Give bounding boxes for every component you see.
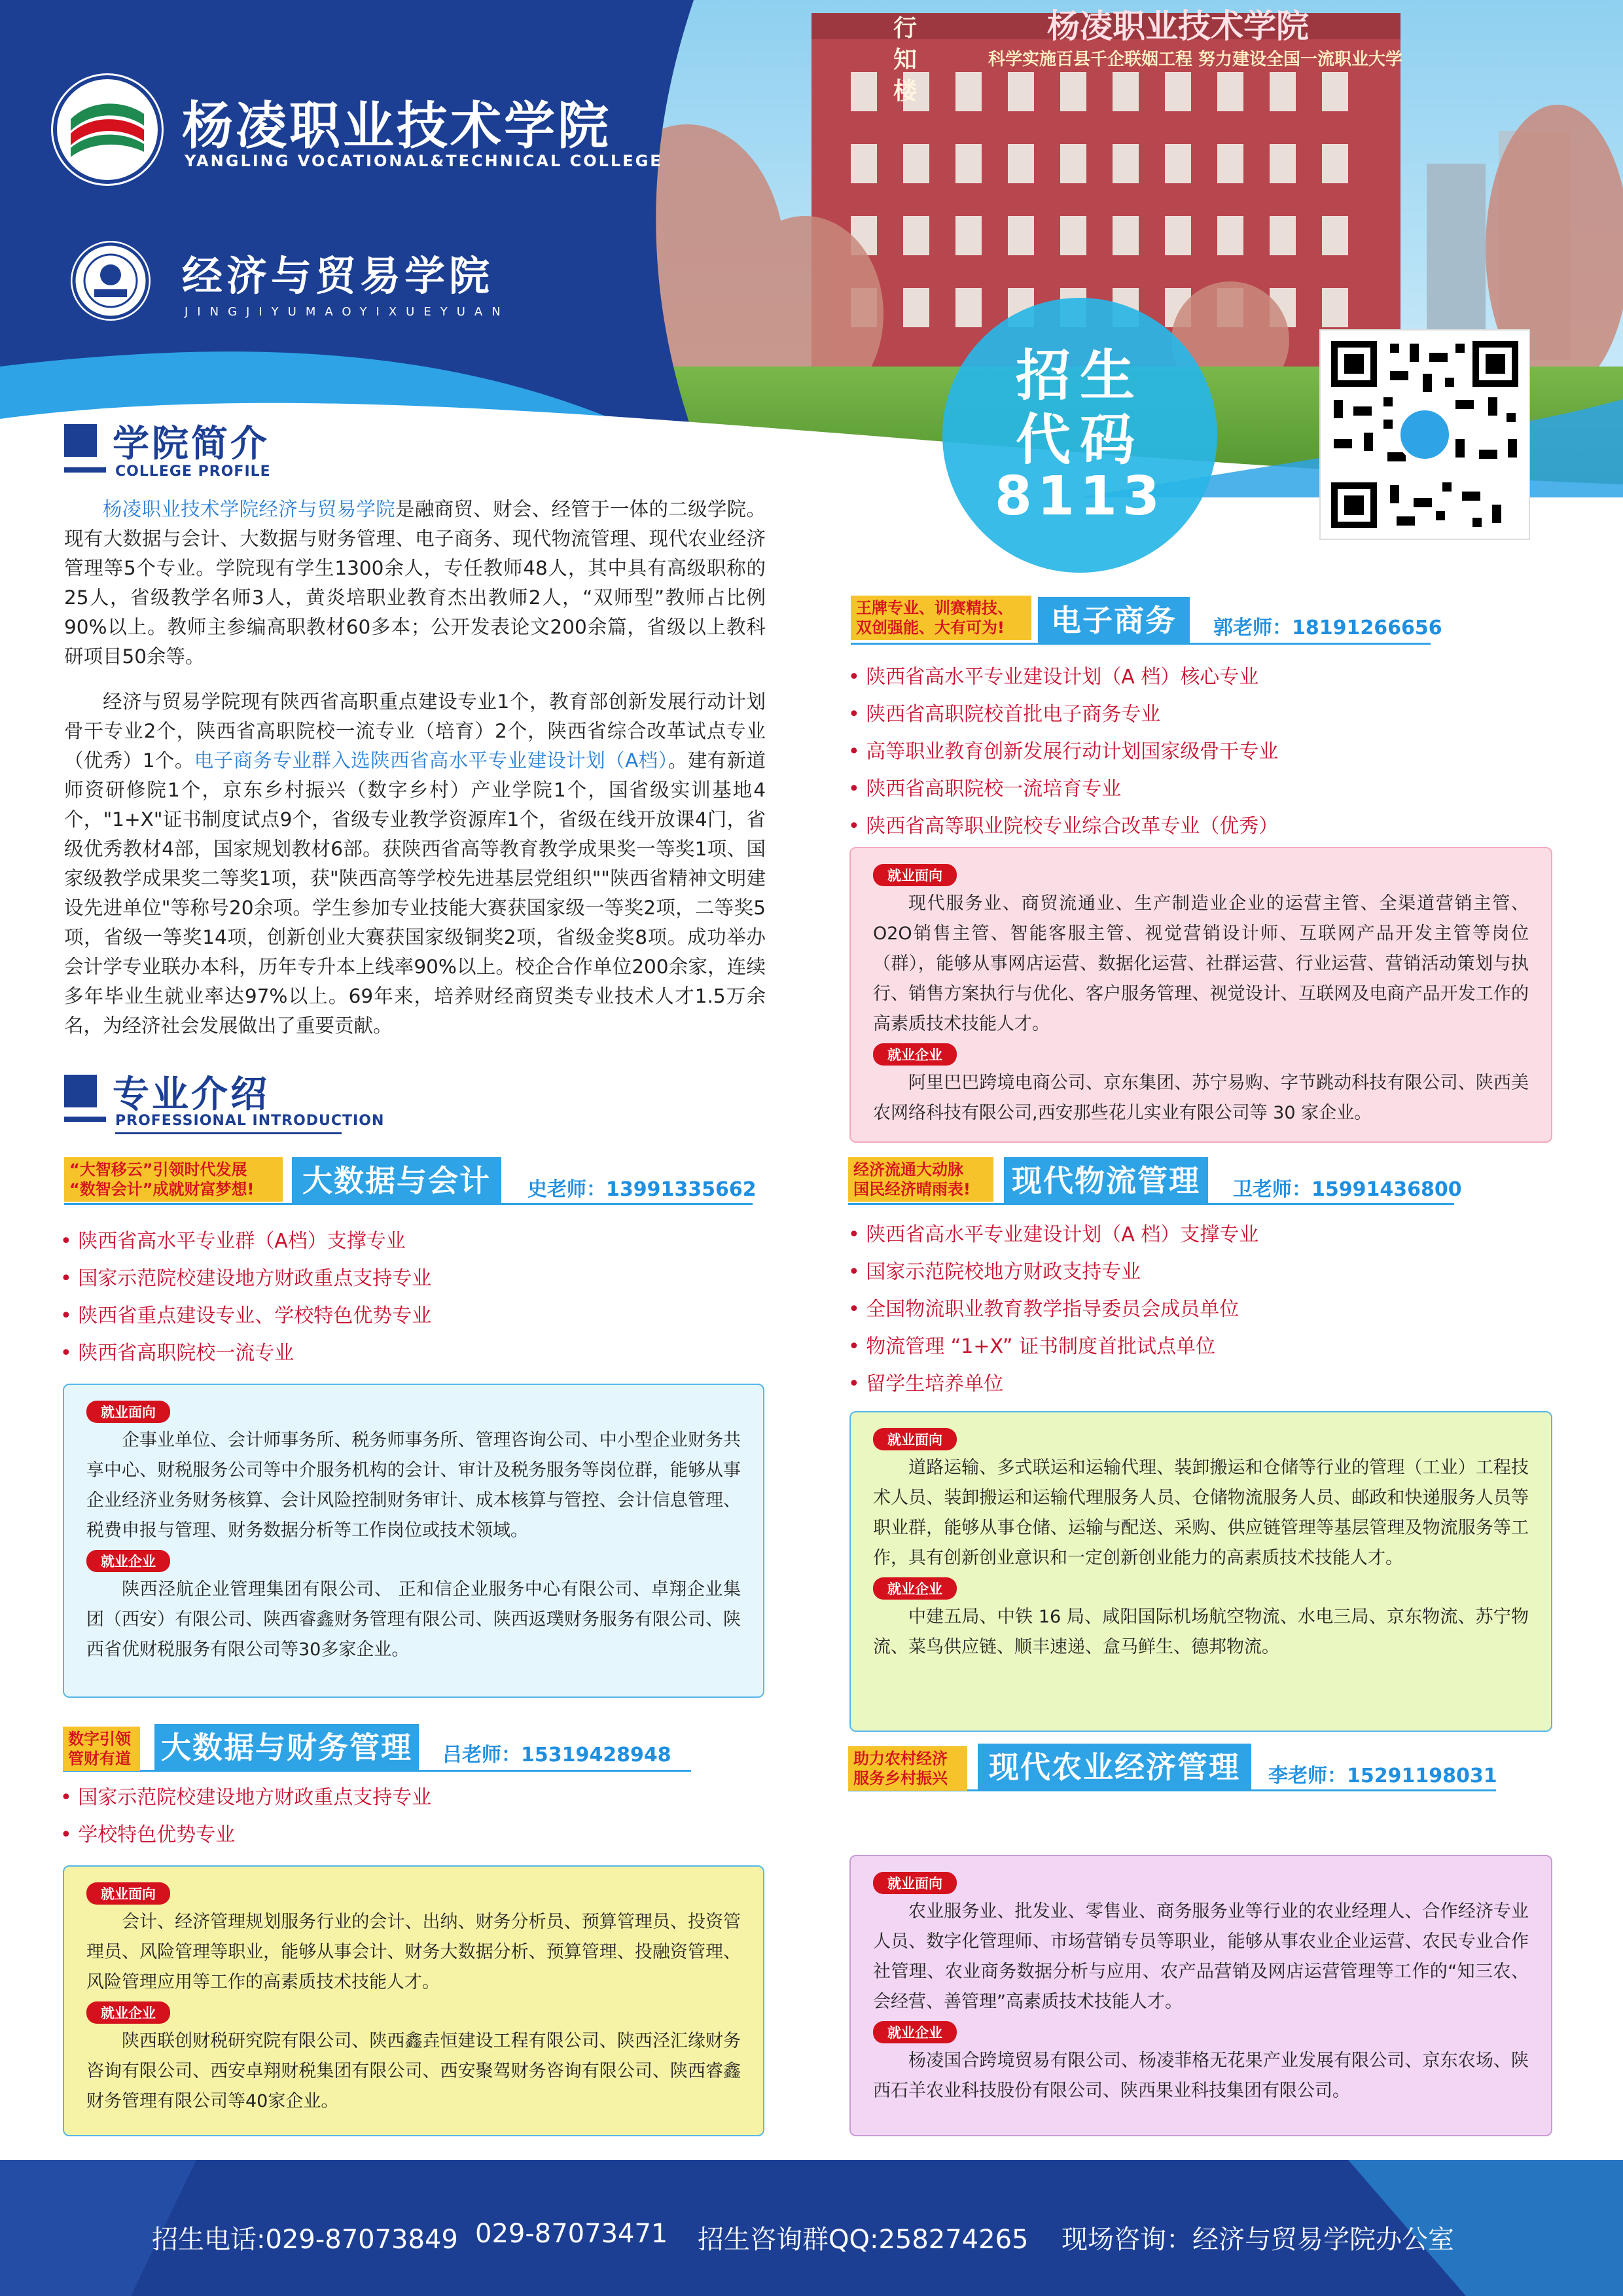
agri-slogan-line-2: 服务乡村振兴 bbox=[853, 1769, 948, 1787]
logistics-bullet-list bbox=[848, 1216, 1568, 1403]
logistics-info-box bbox=[849, 1411, 1552, 1732]
profile-highlight-2: 电子商务专业群入选陕西省高水平专业建设计划（A档） bbox=[194, 749, 668, 772]
footer-phone-1[interactable]: 招生电话:029-87073849 bbox=[152, 2225, 458, 2255]
college-logo bbox=[51, 73, 164, 186]
finance-slogan-line-1: 数字引领 bbox=[68, 1730, 131, 1748]
finance-slogan-line-2: 管财有道 bbox=[68, 1749, 131, 1768]
agri-info-box bbox=[849, 1855, 1552, 2136]
footer-qq-group[interactable]: 招生咨询群QQ:258274265 bbox=[698, 2225, 1029, 2255]
accounting-slogan bbox=[64, 1157, 283, 1202]
list-item: • 陕西省高职院校首批电子商务专业 bbox=[848, 696, 1568, 733]
ecommerce-enterprise-tag: 就业企业 bbox=[873, 1043, 957, 1066]
admission-code-label-1: 招生 bbox=[1015, 344, 1144, 408]
finance-info-box bbox=[63, 1865, 764, 2136]
list-item: • 陕西省高水平专业建设计划（A 档）支撑专业 bbox=[848, 1216, 1568, 1253]
accounting-slogan-line-1: “大智移云”引领时代发展 bbox=[69, 1160, 247, 1179]
school-emblem-icon bbox=[71, 241, 151, 321]
profile-subtitle: COLLEGE PROFILE bbox=[115, 463, 271, 480]
logistics-teacher-contact: 卫老师：15991436800 bbox=[1233, 1178, 1462, 1201]
list-item: • 国家示范院校建设地方财政重点支持专业 bbox=[60, 1260, 754, 1297]
logistics-direction-tag: 就业面向 bbox=[873, 1428, 957, 1450]
ecommerce-slogan-line-2: 双创强能、大有可为! bbox=[856, 619, 1005, 637]
list-item: • 陕西省高水平专业群（A档）支撑专业 bbox=[60, 1223, 754, 1260]
finance-bullet-list bbox=[60, 1779, 754, 1854]
finance-teacher-contact: 吕老师：15319428948 bbox=[442, 1744, 671, 1767]
building-sign: 杨凌职业技术学院 bbox=[1047, 7, 1309, 45]
ecommerce-slogan-line-1: 王牌专业、训赛精技、 bbox=[856, 599, 1013, 617]
list-item: • 学校特色优势专业 bbox=[60, 1816, 754, 1854]
finance-slogan bbox=[63, 1727, 140, 1771]
school-name-en: JINGJIYUMAOYIXUEYUAN bbox=[185, 305, 510, 319]
accounting-slogan-line-2: “数智会计”成就财富梦想! bbox=[69, 1180, 255, 1198]
majors-title: 专业介绍 bbox=[113, 1073, 270, 1116]
ecommerce-slogan bbox=[851, 596, 1031, 640]
accounting-name-box: 大数据与会计 bbox=[292, 1157, 501, 1204]
profile-text-1: 是融商贸、财会、经管于一体的二级学院。现有大数据与会计、大数据与财务管理、电子商务、现代物流管理、现代农业经济管理等5个专业。学院现有学生1300余人，专任教师48人，其中具有高级职称的25人，省级教学名师3人，黄炎培职业教育杰出教师2人，“双师型”教师占比例90%以上。教师主参编高职教材60多本；公开发表论文200余篇，省级以上教科研项目50余等。 bbox=[64, 498, 766, 668]
list-item: • 留学生培养单位 bbox=[848, 1365, 1568, 1403]
majors-title-rule bbox=[64, 1117, 106, 1122]
finance-direction-text: 会计、经济管理规划服务行业的会计、出纳、财务分析员、预算管理员、投资管理员、风险管理等职业，能够从事会计、财务大数据分析、预算管理、投融资管理、风险管理应用等工作的高素质技术技能人才。 bbox=[86, 1912, 741, 1992]
list-item: • 国家示范院校建设地方财政重点支持专业 bbox=[60, 1779, 754, 1816]
ecommerce-teacher-contact: 郭老师：18191266656 bbox=[1213, 617, 1442, 639]
logistics-name-box: 现代物流管理 bbox=[1004, 1157, 1208, 1204]
list-item: • 陕西省高等职业院校专业综合改革专业（优秀） bbox=[848, 808, 1568, 845]
finance-enterprise-text: 陕西联创财税研究院有限公司、陕西鑫垚恒建设工程有限公司、陕西泾汇缘财务咨询有限公司、西安卓翔财税集团有限公司、西安聚驾财务咨询有限公司、陕西睿鑫财务管理有限公司等40家企业。 bbox=[86, 2031, 741, 2111]
agri-enterprise-tag: 就业企业 bbox=[873, 2021, 957, 2043]
profile-title-rule bbox=[64, 467, 106, 473]
college-logo-icon bbox=[51, 73, 164, 186]
ecommerce-name-box: 电子商务 bbox=[1038, 597, 1190, 644]
profile-title-marker bbox=[64, 424, 97, 457]
admission-code-label-2: 代码 bbox=[1015, 408, 1144, 472]
accounting-teacher-contact: 史老师：13991335662 bbox=[527, 1178, 757, 1201]
accounting-enterprise-tag: 就业企业 bbox=[86, 1550, 170, 1572]
accounting-direction-tag: 就业面向 bbox=[86, 1401, 170, 1423]
ecommerce-info-box bbox=[849, 847, 1552, 1143]
logistics-slogan-line-1: 经济流通大动脉 bbox=[853, 1160, 963, 1179]
admission-code-value: 8113 bbox=[994, 465, 1166, 528]
majors-title-marker bbox=[64, 1075, 97, 1107]
list-item: • 陕西省重点建设专业、学校特色优势专业 bbox=[60, 1297, 754, 1335]
list-item: • 国家示范院校地方财政支持专业 bbox=[848, 1253, 1568, 1291]
list-item: • 陕西省高职院校一流培育专业 bbox=[848, 770, 1568, 808]
qr-caption: 招生咨询群QQ:258274265 bbox=[1322, 547, 1537, 567]
college-name-en: YANGLING VOCATIONAL&TECHNICAL COLLEGE bbox=[185, 152, 663, 170]
agri-slogan-line-1: 助力农村经济 bbox=[853, 1749, 948, 1768]
qr-code-icon bbox=[1325, 334, 1525, 535]
agri-direction-text: 农业服务业、批发业、零售业、商务服务业等行业的农业经理人、合作经济专业人员、数字化管理师、市场营销专员等职业，能够从事农业企业运营、农民专业合作社管理、农业商务数据分析与应用、农产品营销及网店运营管理等工作的“知三农、会经营、善管理”高素质技术技能人才。 bbox=[873, 1901, 1529, 2012]
list-item: • 全国物流职业教育教学指导委员会成员单位 bbox=[848, 1291, 1568, 1328]
list-item: • 高等职业教育创新发展行动计划国家级骨干专业 bbox=[848, 733, 1568, 770]
qr-code[interactable] bbox=[1321, 331, 1529, 539]
logistics-enterprise-text: 中建五局、中铁 16 局、咸阳国际机场航空物流、水电三局、京东物流、苏宁物流、菜鸟供应链、顺丰速递、盒马鲜生、德邦物流。 bbox=[873, 1607, 1529, 1657]
finance-name-box: 大数据与财务管理 bbox=[154, 1724, 419, 1771]
logistics-direction-text: 道路运输、多式联运和运输代理、装卸搬运和仓储等行业的管理（工业）工程技术人员、装卸搬运和运输代理服务人员、仓储物流服务人员、邮政和快递服务人员等职业群，能够从事仓储、运输与配送、采购、供应链管理等基层管理及物流服务等工作，具有创新创业意识和一定创新创业能力的高素质技术技能人才。 bbox=[873, 1458, 1529, 1568]
accounting-enterprise-text: 陕西泾航企业管理集团有限公司、 正和信企业服务中心有限公司、卓翔企业集团（西安）有限公司、陕西睿鑫财务管理有限公司、陕西返璞财务服务有限公司、陕西省优财税服务有限公司等30多家企业。 bbox=[86, 1579, 741, 1660]
building-vertical-sign: 行知楼 bbox=[893, 15, 918, 105]
logistics-slogan bbox=[848, 1157, 993, 1202]
building-slogan: 科学实施百县千企联姻工程 努力建设全国一流职业大学 bbox=[988, 50, 1403, 69]
majors-subtitle: PROFESSIONAL INTRODUCTION bbox=[115, 1113, 385, 1129]
school-logo bbox=[71, 241, 151, 321]
school-name-cn: 经济与贸易学院 bbox=[182, 252, 494, 300]
agri-direction-tag: 就业面向 bbox=[873, 1872, 957, 1894]
list-item: • 物流管理 “1+X” 证书制度首批试点单位 bbox=[848, 1328, 1568, 1365]
footer-bar bbox=[0, 2160, 1623, 2296]
agri-enterprise-text: 杨凌国合跨境贸易有限公司、杨凌菲格无花果产业发展有限公司、京东农场、陕西石羊农业科技股份有限公司、陕西果业科技集团有限公司。 bbox=[873, 2051, 1529, 2101]
profile-title: 学院简介 bbox=[113, 423, 270, 465]
profile-text-2b: 。建有新道师资研修院1个，京东乡村振兴（数字乡村）产业学院1个，国省级实训基地4个，"1+X"证书制度试点9个，省级专业教学资源库1个，省级在线开放课4门，省级优秀教材4部，国家规划教材6部。获陕西省高等教育教学成果奖一等奖1项、国家级教学成果奖二等奖1项，获"陕西高等学校先进基层党组织""陕西省精神文明建设先进单位"等称号20余项。学生参加专业技能大赛获国家级一等奖2项，二等奖5项，省级一等奖14项，创新创业大赛获国家级铜奖2项，省级金奖8项。成功举办会计学专业联办本科，历年专升本上线率90%以上。校企合作单位200余家，连续多年毕业生就业率达97%以上。69年来，培养财经商贸类专业技术人才1.5万余名，为经济社会发展做出了重要贡献。 bbox=[64, 749, 766, 1037]
ecommerce-bullet-list bbox=[848, 658, 1568, 845]
finance-enterprise-tag: 就业企业 bbox=[86, 2001, 170, 2024]
finance-direction-tag: 就业面向 bbox=[86, 1882, 170, 1905]
profile-paragraph-1 bbox=[64, 495, 766, 672]
logistics-enterprise-tag: 就业企业 bbox=[873, 1577, 957, 1600]
accounting-bullet-list bbox=[60, 1223, 754, 1372]
ecommerce-enterprise-text: 阿里巴巴跨境电商公司、京东集团、苏宁易购、字节跳动科技有限公司、陕西美农网络科技有限公司,西安那些花儿实业有限公司等 30 家企业。 bbox=[873, 1073, 1529, 1123]
list-item: • 陕西省高职院校一流专业 bbox=[60, 1335, 754, 1372]
majors-subtitle-underline bbox=[115, 1132, 342, 1134]
footer-phone-2[interactable]: 029-87073471 bbox=[475, 2219, 668, 2249]
profile-highlight-1: 杨凌职业技术学院经济与贸易学院 bbox=[103, 498, 396, 520]
agri-name-box: 现代农业经济管理 bbox=[978, 1744, 1251, 1791]
logistics-slogan-line-2: 国民经济晴雨表! bbox=[853, 1180, 971, 1198]
footer-onsite-consult: 现场咨询：经济与贸易学院办公室 bbox=[1061, 2225, 1454, 2255]
ecommerce-direction-tag: 就业面向 bbox=[873, 864, 957, 886]
profile-paragraph-2 bbox=[64, 687, 766, 1041]
agri-slogan bbox=[848, 1746, 967, 1791]
accounting-direction-text: 企事业单位、会计师事务所、税务师事务所、管理咨询公司、中小型企业财务共享中心、财税服务公司等中介服务机构的会计、审计及税务服务等岗位群，能够从事企业经济业务财务核算、会计风险控制财务审计、成本核算与管控、会计信息管理、税费申报与管理、财务数据分析等工作岗位或技术领域。 bbox=[86, 1430, 741, 1541]
accounting-info-box bbox=[63, 1384, 764, 1698]
agri-teacher-contact: 李老师：15291198031 bbox=[1268, 1765, 1497, 1787]
profile-text-2a: 经济与贸易学院现有陕西省高职重点建设专业1个，教育部创新发展行动计划骨干专业2个，陕西省高职院校一流专业（培育）2个，陕西省综合改革试点专业（优秀）1个。 bbox=[64, 691, 766, 772]
admission-code-badge bbox=[942, 298, 1217, 573]
college-name-cn: 杨凌职业技术学院 bbox=[182, 97, 612, 156]
ecommerce-direction-text: 现代服务业、商贸流通业、生产制造业企业的运营主管、全渠道营销主管、O2O销售主管、智能客服主管、视觉营销设计师、互联网产品开发主管等岗位（群），能够从事网店运营、数据化运营、社群运营、行业运营、营销活动策划与执行、销售方案执行与优化、客户服务管理、视觉设计、互联网及电商产品开发工作的高素质技术技能人才。 bbox=[873, 893, 1529, 1034]
list-item: • 陕西省高水平专业建设计划（A 档）核心专业 bbox=[848, 658, 1568, 696]
